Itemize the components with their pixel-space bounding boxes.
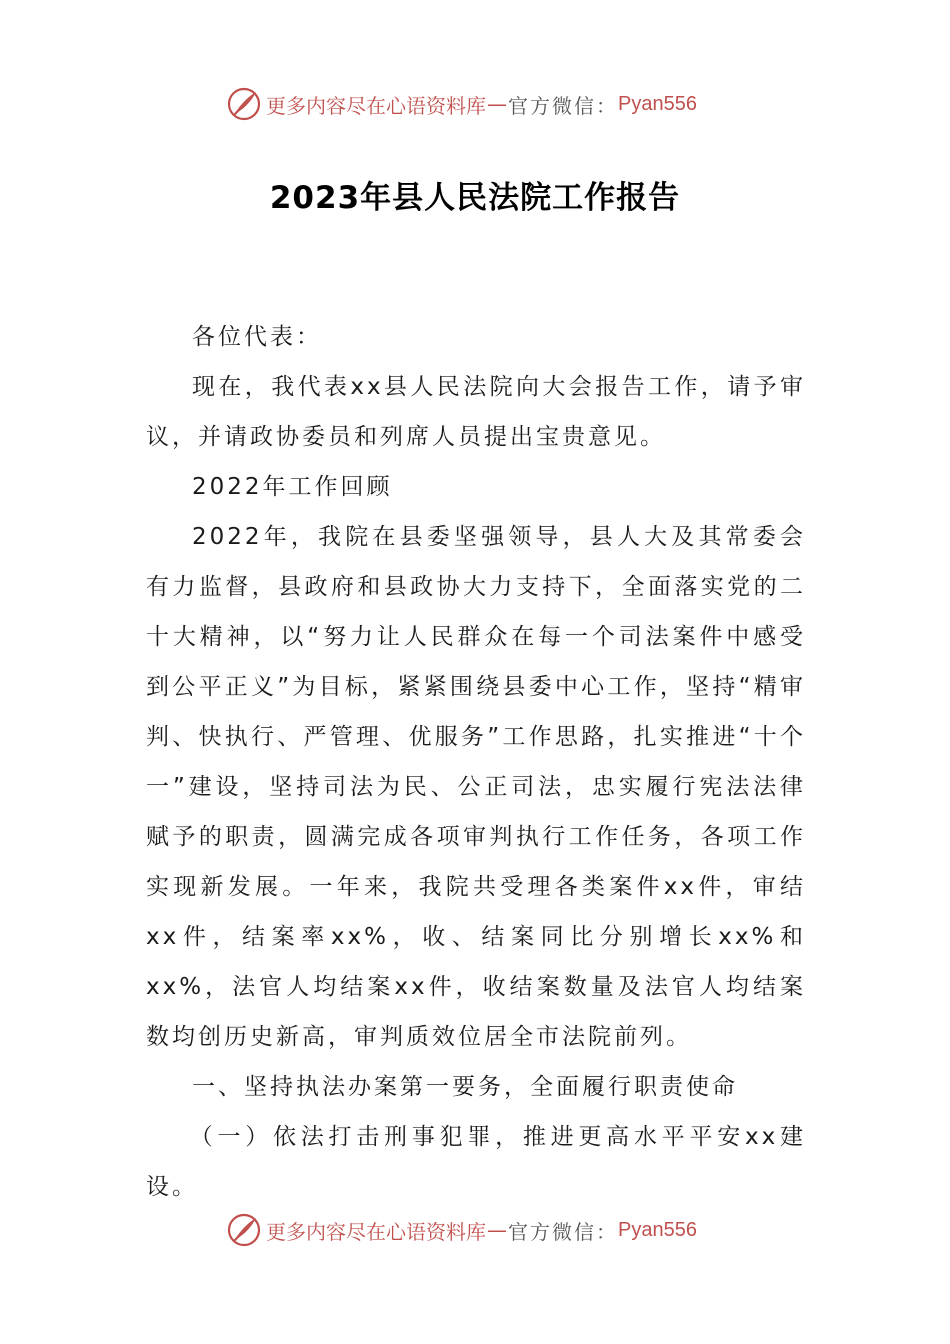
document-body	[146, 312, 806, 1212]
watermark-dash: —	[487, 92, 507, 116]
quill-logo-icon	[226, 1212, 262, 1248]
document-title: 2023年县人民法院工作报告	[269, 180, 681, 216]
watermark-footer	[226, 1210, 697, 1250]
watermark-label: 官方微信：	[508, 1219, 618, 1244]
review-paragraph: 2022年，我院在县委坚强领导，县人大及其常委会有力监督，县政府和县政协大力支持下，全面落实党的二十大精神，以“努力让人民群众在每一个司法案件中感受到公平正义”为目标，紧紧围绕县委中心工作，坚持“精审判、快执行、严管理、优服务”工作思路，扎实推进“十个一”建设，坚持司法为民、公正司法，忠实履行宪法法律赋予的职责，圆满完成各项审判执行工作任务，各项工作实现新发展。一年来，我院共受理各类案件xx件，审结xx件，结案率xx%，收、结案同比分别增长xx%和xx%，法官人均结案xx件，收结案数量及法官人均结案数均创历史新高，审判质效位居全市法院前列。	[146, 524, 806, 1050]
watermark-main-text: 更多内容尽在心语资料库	[266, 1219, 486, 1244]
salutation: 各位代表：	[192, 324, 322, 350]
watermark-main-text: 更多内容尽在心语资料库	[266, 93, 486, 118]
watermark-label: 官方微信：	[508, 93, 618, 118]
subsection-heading-one: （一）依法打击刑事犯罪，推进更高水平平安xx建设。	[146, 1124, 806, 1200]
section-heading-review: 2022年工作回顾	[192, 474, 393, 500]
watermark-dash: —	[487, 1218, 507, 1242]
intro-paragraph: 现在，我代表xx县人民法院向大会报告工作，请予审议，并请政协委员和列席人员提出宝贵意见。	[146, 374, 806, 450]
watermark-header	[226, 84, 697, 124]
watermark-wechat-id: Pyan556	[618, 1218, 697, 1241]
section-heading-one: 一、坚持执法办案第一要务，全面履行职责使命	[192, 1074, 738, 1100]
watermark-wechat-id: Pyan556	[618, 92, 697, 115]
quill-logo-icon	[226, 86, 262, 122]
